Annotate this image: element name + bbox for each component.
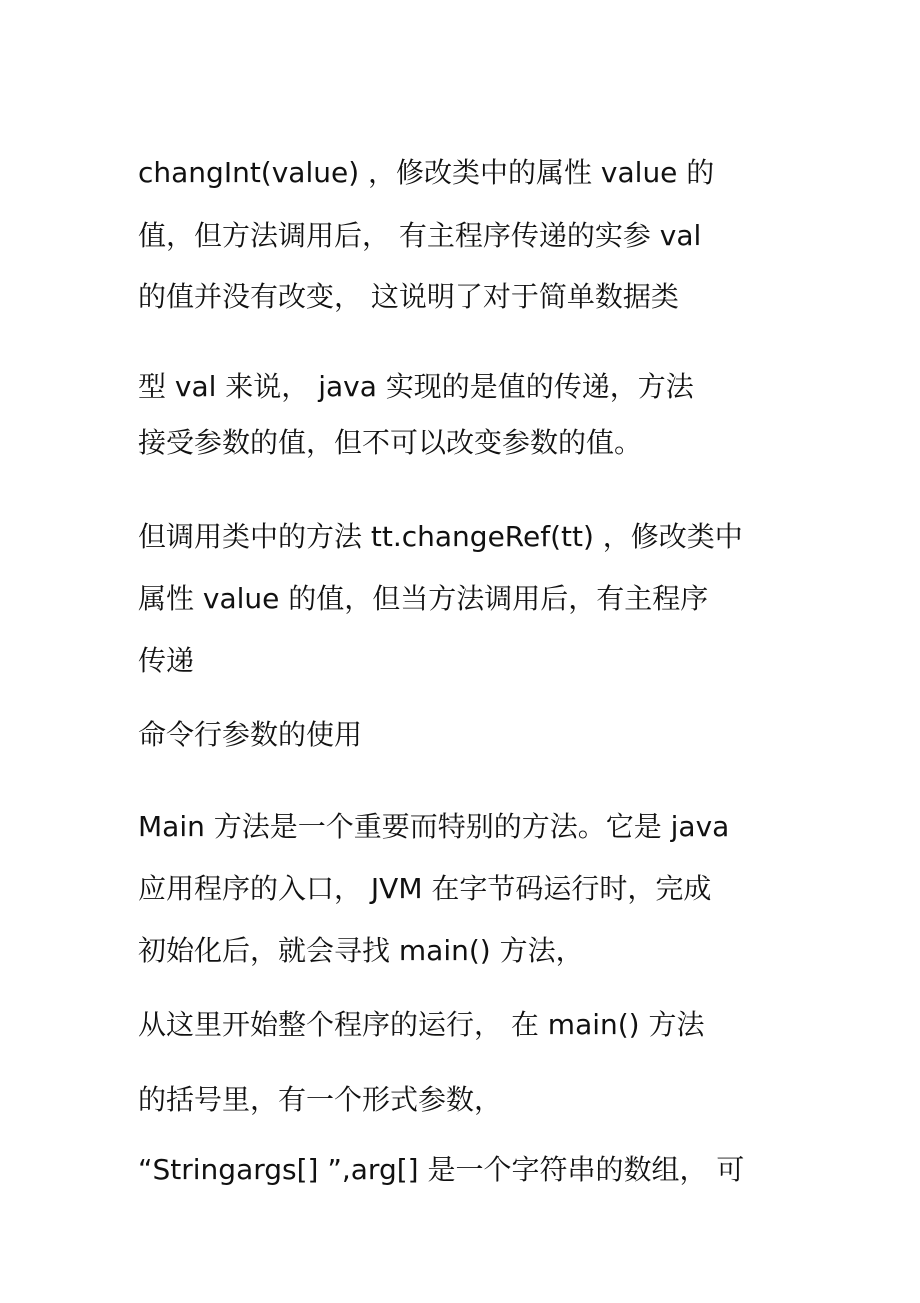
text-line: 的括号里，有一个形式参数，	[138, 1083, 503, 1116]
text-line: 应用程序的入口， JVM 在字节码运行时，完成	[138, 872, 712, 905]
text-line: changInt(value) ，修改类中的属性 value 的	[138, 156, 715, 189]
text-line: 接受参数的值，但不可以改变参数的值。	[138, 426, 643, 459]
text-line: 值，但方法调用后， 有主程序传递的实参 val	[138, 219, 702, 252]
text-line: 但调用类中的方法 tt.changeRef(tt) ，修改类中	[138, 520, 743, 553]
text-line: Main 方法是一个重要而特别的方法。它是 java	[138, 810, 730, 843]
text-line: 型 val 来说， java 实现的是值的传递，方法	[138, 370, 694, 403]
text-line: 传递	[138, 644, 195, 677]
text-line: 的值并没有改变， 这说明了对于简单数据类	[138, 280, 679, 313]
section-heading: 命令行参数的使用	[138, 718, 363, 751]
text-line: “Stringargs[] ”,arg[] 是一个字符串的数组， 可	[138, 1153, 745, 1186]
text-line: 属性 value 的值，但当方法调用后，有主程序	[138, 582, 709, 615]
text-line: 初始化后，就会寻找 main() 方法，	[138, 934, 584, 967]
text-line: 从这里开始整个程序的运行， 在 main() 方法	[138, 1008, 705, 1041]
